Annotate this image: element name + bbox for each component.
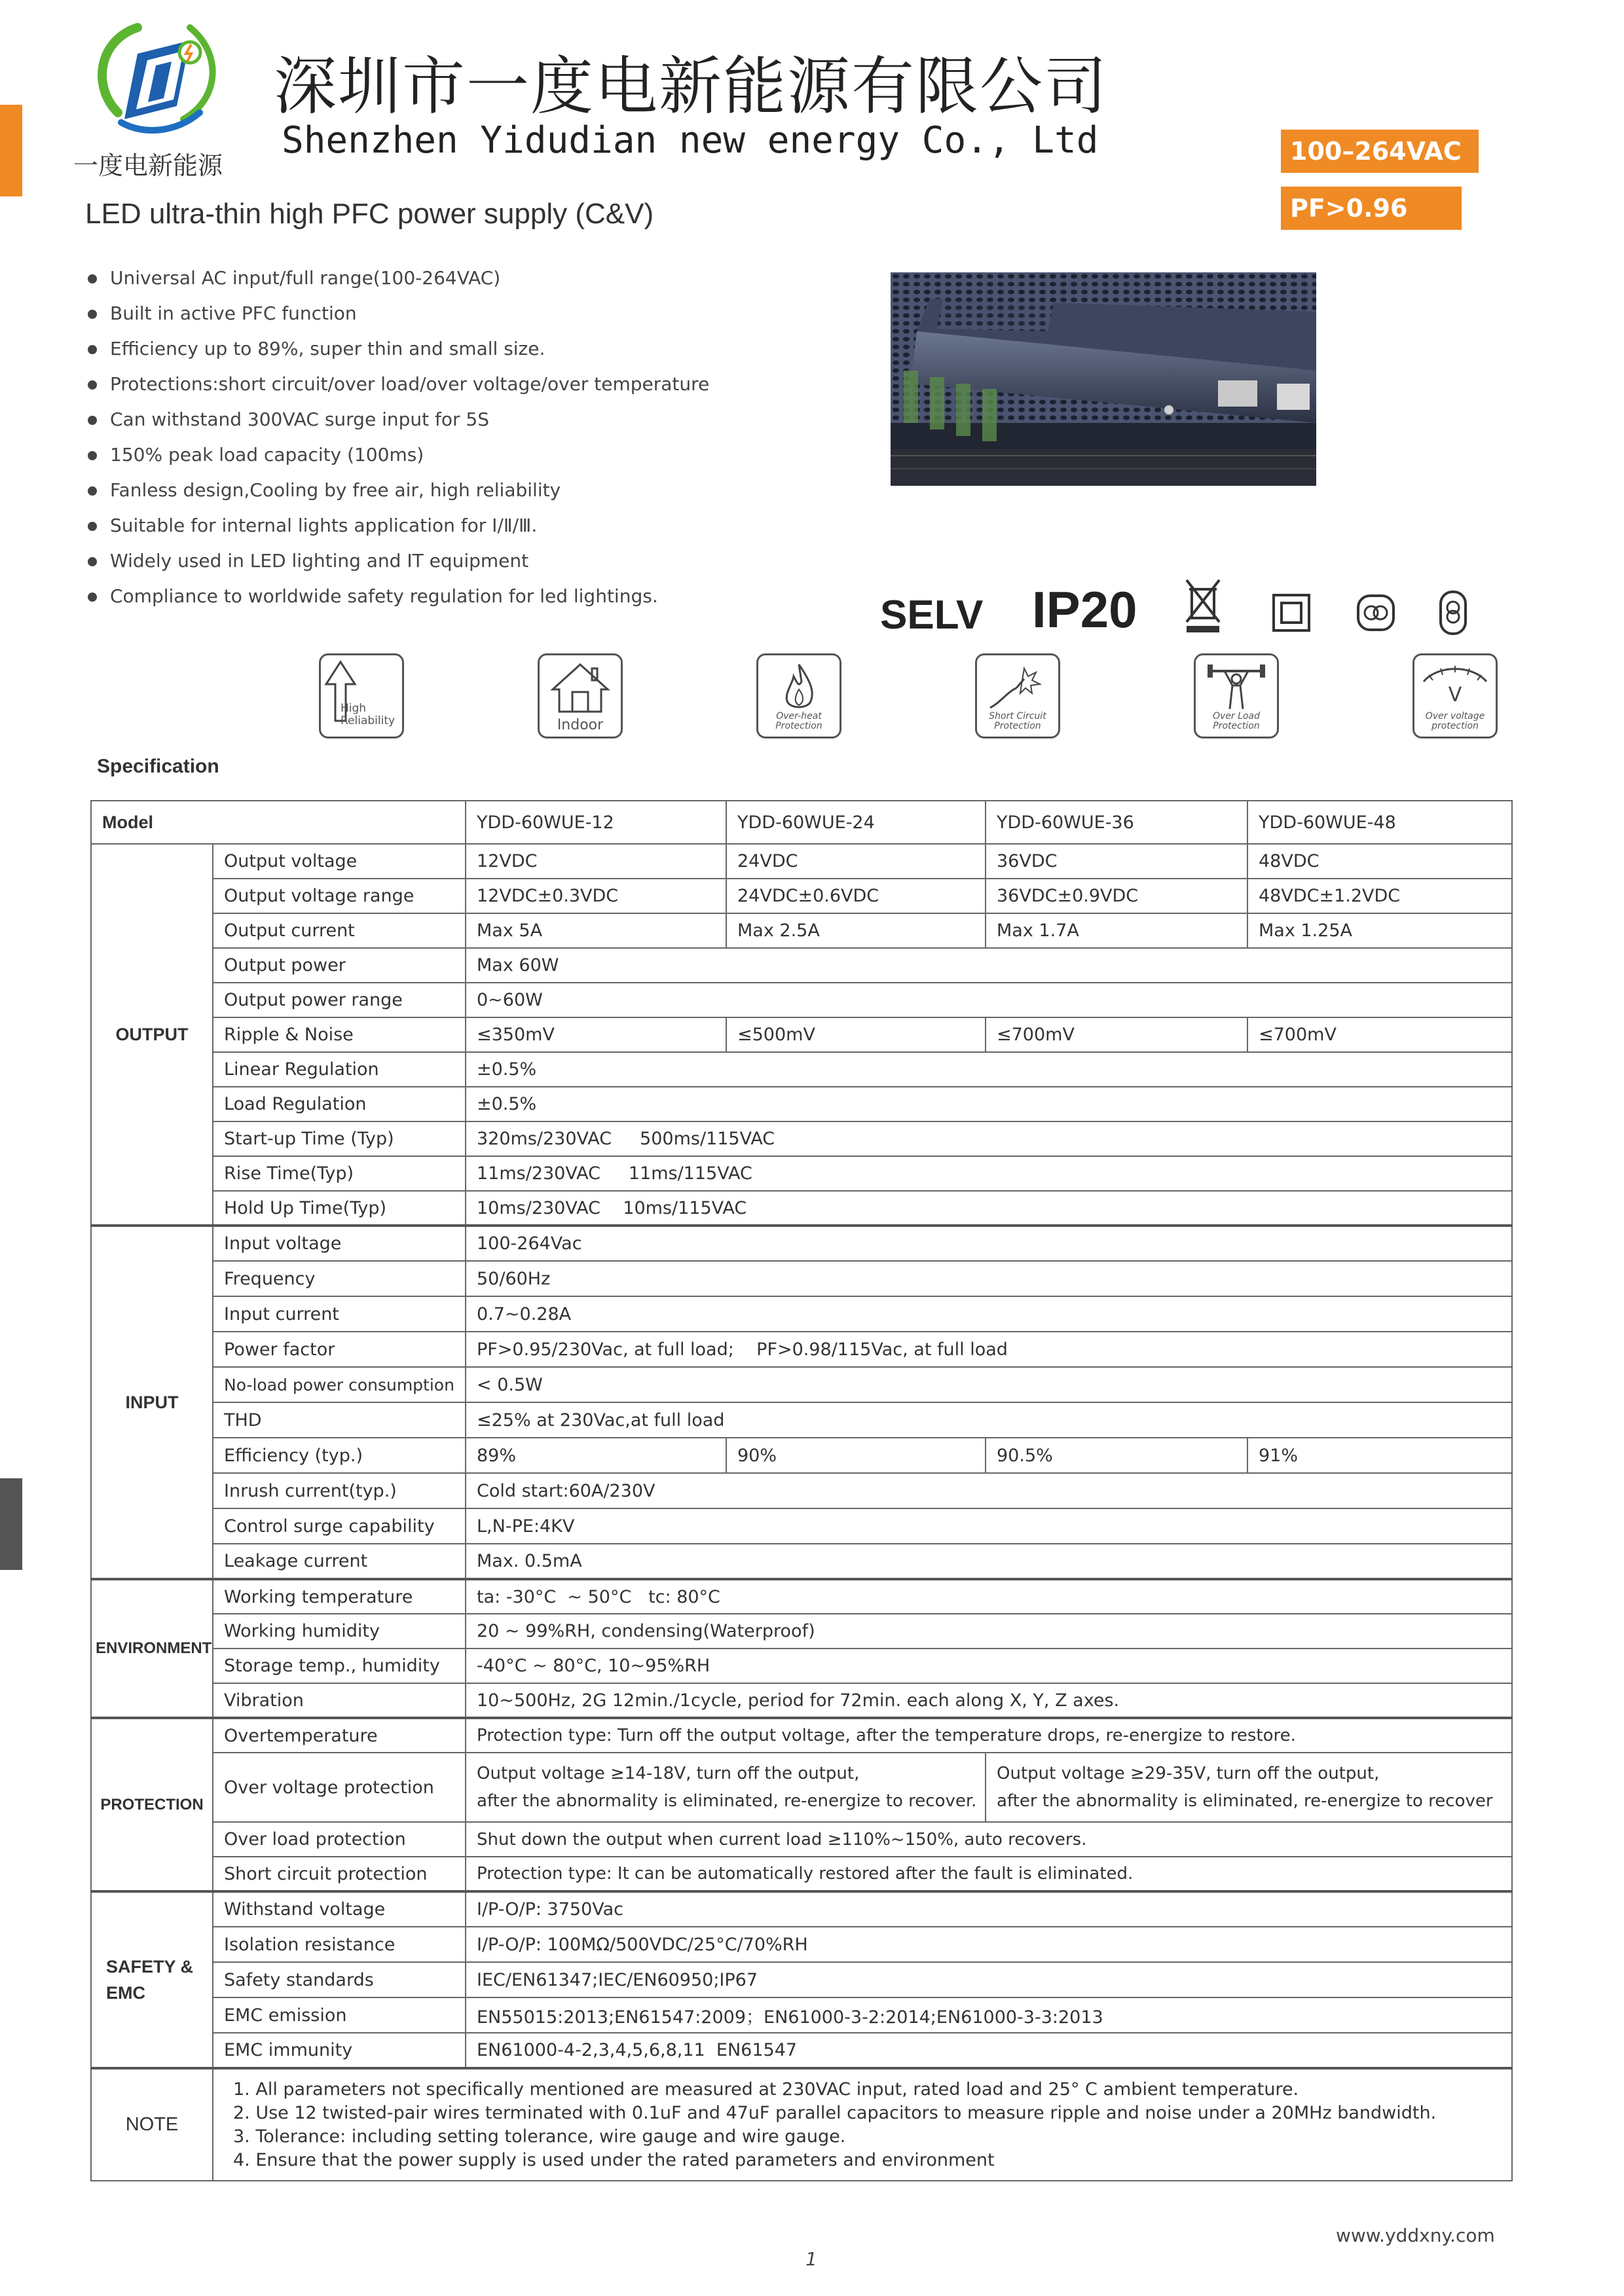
table-row — [91, 2068, 1512, 2181]
row-label: Storage temp., humidity — [213, 1649, 466, 1683]
bullet-icon — [88, 416, 97, 425]
bullet-icon — [88, 310, 97, 319]
row-label: Output power — [213, 948, 466, 983]
value-cell: ≤700mV — [986, 1017, 1247, 1052]
table-row — [91, 1649, 1512, 1683]
row-label: Leakage current — [213, 1544, 466, 1579]
safety-transformer-icon — [1438, 589, 1468, 636]
value-cell: 11ms/230VAC 11ms/115VAC — [466, 1156, 1512, 1191]
table-row — [91, 1962, 1512, 1997]
row-label: Frequency — [213, 1261, 466, 1296]
row-label: Output voltage — [213, 844, 466, 879]
value-cell: EN61000-4-2,3,4,5,6,8,11 EN61547 — [466, 2033, 1512, 2068]
indoor-icon: Indoor — [538, 653, 623, 738]
selv-mark: SELV — [880, 592, 984, 638]
value-cell: ta: -30°C ~ 50°C tc: 80°C — [466, 1579, 1512, 1614]
value-cell: 36VDC — [986, 844, 1247, 879]
value-cell: 100-264Vac — [466, 1226, 1512, 1261]
value-cell: Max 1.7A — [986, 913, 1247, 948]
value-cell: I/P-O/P: 3750Vac — [466, 1891, 1512, 1927]
model-label: Model — [91, 801, 466, 844]
table-row — [91, 1367, 1512, 1402]
row-label: Over load protection — [213, 1822, 466, 1857]
table-row — [91, 1402, 1512, 1438]
product-title: LED ultra-thin high PFC power supply (C&V) — [85, 198, 654, 230]
row-label: Input voltage — [213, 1226, 466, 1261]
feature-item: Built in active PFC function — [86, 296, 709, 331]
table-row — [91, 913, 1512, 948]
bullet-icon — [88, 345, 97, 354]
bullet-icon — [88, 274, 97, 283]
website-link[interactable]: www.yddxny.com — [1336, 2225, 1495, 2246]
row-label: Inrush current(typ.) — [213, 1473, 466, 1508]
value-cell: 48VDC±1.2VDC — [1247, 879, 1512, 913]
value-cell: 24VDC — [726, 844, 986, 879]
feature-item: Can withstand 300VAC surge input for 5S — [86, 402, 709, 437]
note-line: 1. All parameters not specifically mentioned are measured at 230VAC input, rated load and 25° C ambient temperature. — [233, 2079, 1299, 2100]
voltage-symbol: V — [1448, 683, 1462, 706]
value-cell: Shut down the output when current load ≥110%~150%, auto recovers. — [466, 1822, 1512, 1857]
row-label: Input current — [213, 1296, 466, 1332]
table-row — [91, 1857, 1512, 1891]
value-cell: ≤25% at 230Vac,at full load — [466, 1402, 1512, 1438]
value-cell: 10~500Hz, 2G 12min./1cycle, period for 72min. each along X, Y, Z axes. — [466, 1683, 1512, 1718]
value-cell: 20 ~ 99%RH, condensing(Waterproof) — [466, 1614, 1512, 1649]
row-label: Withstand voltage — [213, 1891, 466, 1927]
value-cell: 90% — [726, 1438, 986, 1473]
table-row — [91, 1438, 1512, 1473]
group-note: NOTE — [91, 2068, 213, 2181]
table-row — [91, 844, 1512, 879]
value-cell: 36VDC±0.9VDC — [986, 879, 1247, 913]
high-reliability-icon: High Reliability — [319, 653, 404, 738]
value-cell: Max 2.5A — [726, 913, 986, 948]
value-cell: IEC/EN61347;IEC/EN60950;IP67 — [466, 1962, 1512, 1997]
note-line: 4. Ensure that the power supply is used under the rated parameters and environment — [233, 2149, 995, 2170]
short-circuit-protection-icon: Short Circuit Protection — [975, 653, 1060, 738]
row-label: Output voltage range — [213, 879, 466, 913]
note-line: 2. Use 12 twisted-pair wires terminated with 0.1uF and 47uF parallel capacitors to measure ripple and noise under a 20MHz bandwidth. — [233, 2102, 1437, 2123]
value-cell: 0~60W — [466, 983, 1512, 1017]
row-label: Short circuit protection — [213, 1857, 466, 1891]
table-row — [91, 1156, 1512, 1191]
table-row — [91, 1191, 1512, 1226]
specification-table — [90, 800, 1513, 2181]
feature-item: Fanless design,Cooling by free air, high reliability — [86, 473, 709, 508]
value-cell: 10ms/230VAC 10ms/115VAC — [466, 1191, 1512, 1226]
table-row — [91, 1753, 1512, 1822]
table-row — [91, 1508, 1512, 1544]
note-line: 3. Tolerance: including setting tolerance, wire gauge and wire gauge. — [233, 2126, 846, 2147]
table-row — [91, 879, 1512, 913]
value-cell: Max. 0.5mA — [466, 1544, 1512, 1579]
double-insulation-icon — [1272, 593, 1311, 632]
value-cell: 89% — [466, 1438, 726, 1473]
over-voltage-protection-icon: V Over voltage protection — [1412, 653, 1498, 738]
power-factor-badge: PF>0.96 — [1281, 187, 1462, 230]
value-cell: Max 60W — [466, 948, 1512, 983]
value-cell: ≤350mV — [466, 1017, 726, 1052]
row-label: No-load power consumption — [213, 1367, 466, 1402]
row-label: Efficiency (typ.) — [213, 1438, 466, 1473]
table-row — [91, 1017, 1512, 1052]
table-row — [91, 1997, 1512, 2033]
row-label: Output current — [213, 913, 466, 948]
over-heat-protection-icon: Over-heat Protection — [756, 653, 841, 738]
table-row — [91, 1579, 1512, 1614]
group-input: INPUT — [91, 1226, 213, 1579]
table-row — [91, 1473, 1512, 1508]
table-row — [91, 1927, 1512, 1962]
value-cell: Protection type: It can be automatically restored after the fault is eliminated. — [466, 1857, 1512, 1891]
group-safety-emc: SAFETY & EMC — [91, 1891, 213, 2068]
value-cell: 50/60Hz — [466, 1261, 1512, 1296]
table-row — [91, 1261, 1512, 1296]
table-row — [91, 1296, 1512, 1332]
value-cell: 12VDC±0.3VDC — [466, 879, 726, 913]
group-environment: ENVIRONMENT — [91, 1579, 213, 1718]
table-row — [91, 1718, 1512, 1753]
feature-list — [86, 261, 709, 614]
value-cell: Cold start:60A/230V — [466, 1473, 1512, 1508]
table-row — [91, 1891, 1512, 1927]
row-label: Isolation resistance — [213, 1927, 466, 1962]
value-cell: Max 1.25A — [1247, 913, 1512, 948]
side-tab-grey — [0, 1478, 22, 1570]
company-name-chinese: 深圳市一度电新能源有限公司 — [274, 50, 1108, 123]
value-cell: 0.7~0.28A — [466, 1296, 1512, 1332]
value-cell: 90.5% — [986, 1438, 1247, 1473]
feature-item: 150% peak load capacity (100ms) — [86, 437, 709, 473]
row-label: Output power range — [213, 983, 466, 1017]
value-cell: -40°C ~ 80°C, 10~95%RH — [466, 1649, 1512, 1683]
table-row — [91, 1332, 1512, 1367]
row-label: Working temperature — [213, 1579, 466, 1614]
logo-caption: 一度电新能源 — [73, 151, 223, 180]
row-label: Load Regulation — [213, 1087, 466, 1121]
value-cell: ≤500mV — [726, 1017, 986, 1052]
feature-item: Suitable for internal lights application for Ⅰ/Ⅱ/Ⅲ. — [86, 508, 709, 543]
bullet-icon — [88, 557, 97, 566]
feature-item: Efficiency up to 89%, super thin and small size. — [86, 331, 709, 367]
bullet-icon — [88, 486, 97, 496]
model-cell: YDD-60WUE-36 — [986, 801, 1247, 844]
value-cell: ±0.5% — [466, 1087, 1512, 1121]
feature-item: Widely used in LED lighting and IT equipment — [86, 543, 709, 579]
table-row — [91, 1544, 1512, 1579]
value-cell: Output voltage ≥14-18V, turn off the output, after the abnormality is eliminated, re-energize to recover. — [466, 1753, 986, 1822]
company-name-english: Shenzhen Yidudian new energy Co., Ltd — [282, 119, 1099, 162]
group-output: OUTPUT — [91, 844, 213, 1226]
value-cell: < 0.5W — [466, 1367, 1512, 1402]
table-row — [91, 1121, 1512, 1156]
row-label: Control surge capability — [213, 1508, 466, 1544]
row-label: Overtemperature — [213, 1718, 466, 1753]
table-row — [91, 801, 1512, 844]
product-photo — [891, 272, 1316, 486]
spec-heading: Specification — [97, 756, 219, 777]
row-label: Linear Regulation — [213, 1052, 466, 1087]
model-cell: YDD-60WUE-48 — [1247, 801, 1512, 844]
row-label: EMC emission — [213, 1997, 466, 2033]
value-cell: ≤700mV — [1247, 1017, 1512, 1052]
value-cell: Protection type: Turn off the output voltage, after the temperature drops, re-energize to restore. — [466, 1718, 1512, 1753]
ip20-mark: IP20 — [1032, 581, 1137, 638]
bullet-icon — [88, 380, 97, 390]
independent-transformer-icon — [1356, 593, 1396, 632]
table-row — [91, 2033, 1512, 2068]
table-row — [91, 1087, 1512, 1121]
value-cell: Max 5A — [466, 913, 726, 948]
bullet-icon — [88, 592, 97, 602]
row-label: Working humidity — [213, 1614, 466, 1649]
table-row — [91, 1822, 1512, 1857]
company-logo-icon — [92, 14, 223, 139]
over-load-protection-icon: Over Load Protection — [1194, 653, 1279, 738]
row-label: Safety standards — [213, 1962, 466, 1997]
input-voltage-badge: 100–264VAC — [1281, 130, 1479, 173]
model-cell: YDD-60WUE-12 — [466, 801, 726, 844]
table-row — [91, 1614, 1512, 1649]
bullet-icon — [88, 522, 97, 531]
feature-item: Compliance to worldwide safety regulation for led lightings. — [86, 579, 709, 614]
feature-item: Universal AC input/full range(100-264VAC) — [86, 261, 709, 296]
row-label: EMC immunity — [213, 2033, 466, 2068]
table-row — [91, 983, 1512, 1017]
feature-item: Protections:short circuit/over load/over voltage/over temperature — [86, 367, 709, 402]
value-cell: 91% — [1247, 1438, 1512, 1473]
value-cell: 320ms/230VAC 500ms/115VAC — [466, 1121, 1512, 1156]
page-number: 1 — [805, 2248, 817, 2270]
model-cell: YDD-60WUE-24 — [726, 801, 986, 844]
value-cell: 12VDC — [466, 844, 726, 879]
value-cell: 24VDC±0.6VDC — [726, 879, 986, 913]
table-row — [91, 1052, 1512, 1087]
value-cell: ±0.5% — [466, 1052, 1512, 1087]
row-label: Rise Time(Typ) — [213, 1156, 466, 1191]
value-cell: PF>0.95/230Vac, at full load; PF>0.98/115Vac, at full load — [466, 1332, 1512, 1367]
side-tab-orange — [0, 105, 22, 196]
table-row — [91, 948, 1512, 983]
value-cell: I/P-O/P: 100MΩ/500VDC/25°C/70%RH — [466, 1927, 1512, 1962]
row-label: Power factor — [213, 1332, 466, 1367]
bullet-icon — [88, 451, 97, 460]
row-label: Hold Up Time(Typ) — [213, 1191, 466, 1226]
row-label: Start-up Time (Typ) — [213, 1121, 466, 1156]
notes-cell — [213, 2068, 1512, 2181]
row-label: Vibration — [213, 1683, 466, 1718]
value-cell: EN55015:2013;EN61547:2009；EN61000-3-2:2014;EN61000-3-3:2013 — [466, 1997, 1512, 2033]
weee-icon — [1183, 576, 1223, 634]
row-label: THD — [213, 1402, 466, 1438]
group-protection: PROTECTION — [91, 1718, 213, 1891]
row-label: Over voltage protection — [213, 1753, 466, 1822]
row-label: Ripple & Noise — [213, 1017, 466, 1052]
table-row — [91, 1226, 1512, 1261]
value-cell: 48VDC — [1247, 844, 1512, 879]
value-cell: L,N-PE:4KV — [466, 1508, 1512, 1544]
value-cell: Output voltage ≥29-35V, turn off the output, after the abnormality is eliminated, re-energize to recover — [986, 1753, 1512, 1822]
table-row — [91, 1683, 1512, 1718]
